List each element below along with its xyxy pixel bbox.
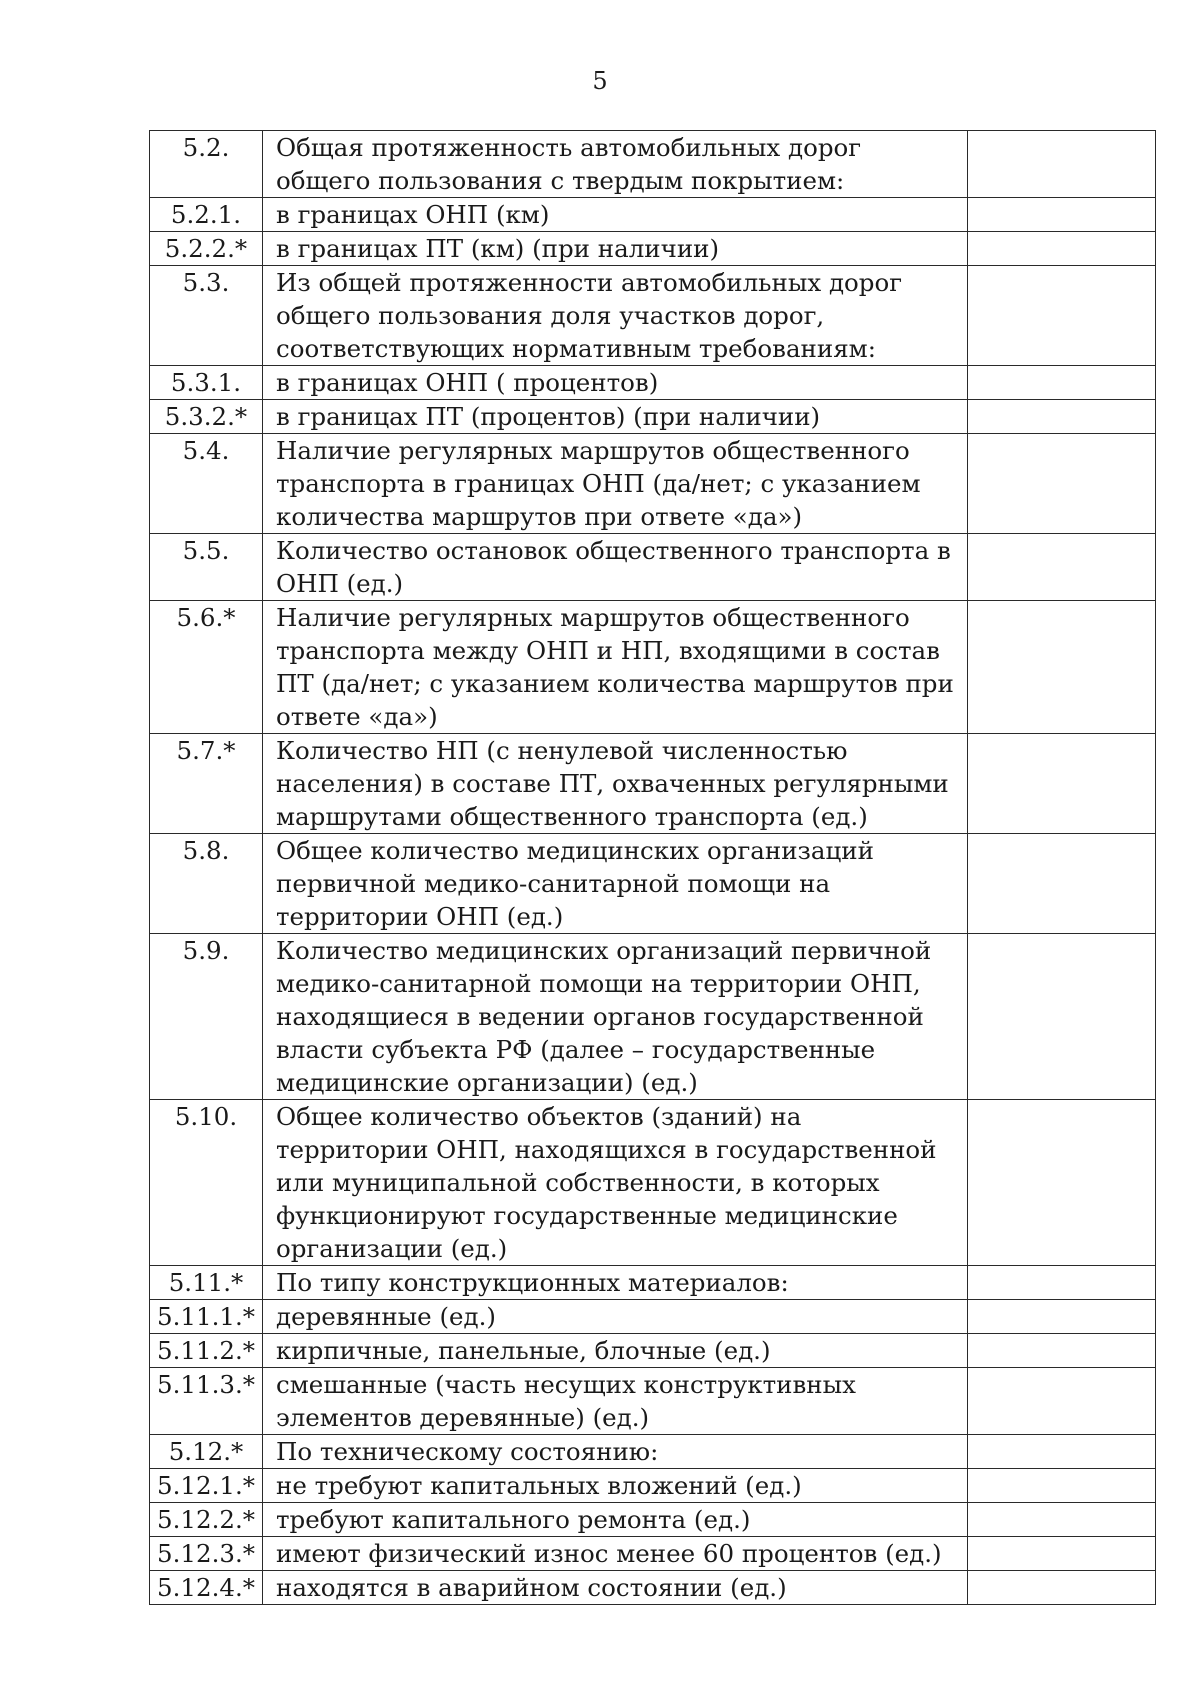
item-number: 5.11.2.* <box>150 1334 263 1368</box>
indicator-description: не требуют капитальных вложений (ед.) <box>263 1469 968 1503</box>
indicator-description: находятся в аварийном состоянии (ед.) <box>263 1571 968 1605</box>
indicator-description: По типу конструкционных материалов: <box>263 1266 968 1300</box>
indicator-value-cell <box>968 1469 1156 1503</box>
table-row <box>150 834 1156 934</box>
indicator-description: деревянные (ед.) <box>263 1300 968 1334</box>
page-number: 5 <box>592 67 608 95</box>
indicator-value-cell <box>968 400 1156 434</box>
item-number: 5.12.3.* <box>150 1537 263 1571</box>
indicator-value-cell <box>968 131 1156 198</box>
item-number: 5.11.1.* <box>150 1300 263 1334</box>
indicator-value-cell <box>968 934 1156 1100</box>
item-number: 5.11.* <box>150 1266 263 1300</box>
item-number: 5.12.1.* <box>150 1469 263 1503</box>
indicator-description: По техническому состоянию: <box>263 1435 968 1469</box>
table-row <box>150 266 1156 366</box>
indicator-description: Наличие регулярных маршрутов общественного транспорта между ОНП и НП, входящими в состав ПТ (да/нет; с указанием количества маршрутов при ответе «да») <box>263 601 968 734</box>
indicator-description: Наличие регулярных маршрутов общественного транспорта в границах ОНП (да/нет; с указанием количества маршрутов при ответе «да») <box>263 434 968 534</box>
table-row <box>150 1100 1156 1266</box>
indicator-description: имеют физический износ менее 60 процентов (ед.) <box>263 1537 968 1571</box>
item-number: 5.11.3.* <box>150 1368 263 1435</box>
indicator-value-cell <box>968 266 1156 366</box>
table-row <box>150 1537 1156 1571</box>
indicator-description: Количество медицинских организаций первичной медико-санитарной помощи на территории ОНП, находящиеся в ведении органов государственной власти субъекта РФ (далее – государственные медицинские организации) (ед.) <box>263 934 968 1100</box>
table-row <box>150 131 1156 198</box>
indicator-value-cell <box>968 1435 1156 1469</box>
indicator-description: Общая протяженность автомобильных дорог общего пользования с твердым покрытием: <box>263 131 968 198</box>
table-row <box>150 734 1156 834</box>
indicator-value-cell <box>968 1503 1156 1537</box>
indicator-value-cell <box>968 534 1156 601</box>
table-row <box>150 934 1156 1100</box>
indicator-value-cell <box>968 1537 1156 1571</box>
indicator-value-cell <box>968 1334 1156 1368</box>
item-number: 5.12.2.* <box>150 1503 263 1537</box>
table-row <box>150 232 1156 266</box>
table-body <box>150 131 1156 1605</box>
item-number: 5.9. <box>150 934 263 1100</box>
item-number: 5.12.4.* <box>150 1571 263 1605</box>
indicator-description: Количество остановок общественного транспорта в ОНП (ед.) <box>263 534 968 601</box>
item-number: 5.7.* <box>150 734 263 834</box>
indicator-value-cell <box>968 1100 1156 1266</box>
indicator-description: Количество НП (с ненулевой численностью населения) в составе ПТ, охваченных регулярными маршрутами общественного транспорта (ед.) <box>263 734 968 834</box>
indicator-description: в границах ОНП (км) <box>263 198 968 232</box>
table-row <box>150 1571 1156 1605</box>
indicator-description: кирпичные, панельные, блочные (ед.) <box>263 1334 968 1368</box>
item-number: 5.6.* <box>150 601 263 734</box>
item-number: 5.4. <box>150 434 263 534</box>
indicator-value-cell <box>968 601 1156 734</box>
indicator-description: в границах ПТ (км) (при наличии) <box>263 232 968 266</box>
item-number: 5.2.2.* <box>150 232 263 266</box>
item-number: 5.2.1. <box>150 198 263 232</box>
indicator-description: Из общей протяженности автомобильных дорог общего пользования доля участков дорог, соответствующих нормативным требованиям: <box>263 266 968 366</box>
item-number: 5.3.2.* <box>150 400 263 434</box>
indicator-description: Общее количество объектов (зданий) на территории ОНП, находящихся в государственной или муниципальной собственности, в которых функционируют государственные медицинские организации (ед.) <box>263 1100 968 1266</box>
table-row <box>150 601 1156 734</box>
table-row <box>150 1435 1156 1469</box>
table-row <box>150 1469 1156 1503</box>
table-row <box>150 1334 1156 1368</box>
indicator-value-cell <box>968 1300 1156 1334</box>
item-number: 5.12.* <box>150 1435 263 1469</box>
table-row <box>150 534 1156 601</box>
indicator-value-cell <box>968 198 1156 232</box>
item-number: 5.10. <box>150 1100 263 1266</box>
indicator-description: в границах ПТ (процентов) (при наличии) <box>263 400 968 434</box>
indicators-table <box>149 130 1156 1605</box>
indicator-value-cell <box>968 1571 1156 1605</box>
item-number: 5.5. <box>150 534 263 601</box>
table-row <box>150 1503 1156 1537</box>
table-row <box>150 366 1156 400</box>
indicator-value-cell <box>968 434 1156 534</box>
indicator-value-cell <box>968 1368 1156 1435</box>
table-row <box>150 198 1156 232</box>
item-number: 5.2. <box>150 131 263 198</box>
item-number: 5.3. <box>150 266 263 366</box>
indicator-description: требуют капитального ремонта (ед.) <box>263 1503 968 1537</box>
table-row <box>150 1368 1156 1435</box>
indicator-value-cell <box>968 1266 1156 1300</box>
table-row <box>150 434 1156 534</box>
indicator-value-cell <box>968 734 1156 834</box>
item-number: 5.3.1. <box>150 366 263 400</box>
table-row <box>150 400 1156 434</box>
indicator-description: Общее количество медицинских организаций первичной медико-санитарной помощи на территории ОНП (ед.) <box>263 834 968 934</box>
table-row <box>150 1300 1156 1334</box>
indicator-description: смешанные (часть несущих конструктивных элементов деревянные) (ед.) <box>263 1368 968 1435</box>
indicator-value-cell <box>968 232 1156 266</box>
item-number: 5.8. <box>150 834 263 934</box>
indicator-value-cell <box>968 834 1156 934</box>
indicator-value-cell <box>968 366 1156 400</box>
table-row <box>150 1266 1156 1300</box>
indicator-description: в границах ОНП ( процентов) <box>263 366 968 400</box>
